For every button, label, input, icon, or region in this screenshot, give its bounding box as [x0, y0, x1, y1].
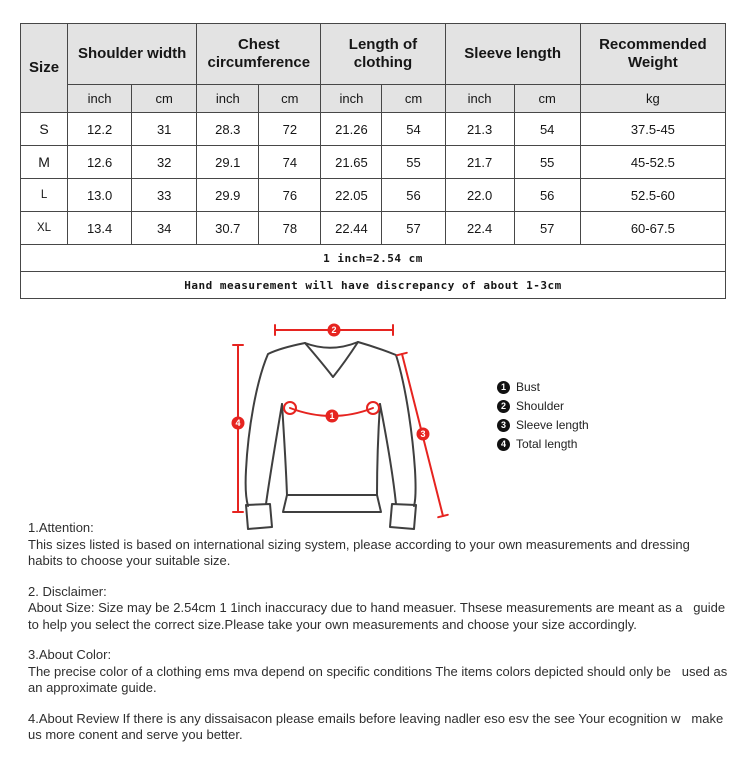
circled-number-icon: 3: [497, 419, 510, 432]
size-label: M: [21, 146, 68, 179]
footnote-inch-conversion: 1 inch=2.54 cm: [21, 245, 726, 272]
value-cell: 54: [514, 113, 580, 146]
footnote-hand-measurement: Hand measurement will have discrepancy of about 1-3cm: [21, 272, 726, 299]
svg-text:2: 2: [331, 325, 337, 335]
value-cell: 57: [382, 212, 445, 245]
marker-bust: [326, 410, 339, 423]
circled-number-icon: 1: [497, 381, 510, 394]
legend-label: Bust: [516, 380, 541, 394]
value-cell: 60-67.5: [580, 212, 725, 245]
value-cell: 13.4: [68, 212, 132, 245]
value-cell: 29.9: [197, 179, 259, 212]
legend-item-bust: [497, 380, 589, 394]
value-cell: 13.0: [68, 179, 132, 212]
table-footnote-row: [21, 245, 726, 272]
header-chest-circumference: Chest circumference: [197, 24, 321, 85]
svg-text:1: 1: [329, 411, 335, 421]
sweater-outline: [246, 342, 416, 529]
svg-text:4: 4: [235, 418, 241, 428]
value-cell: 57: [514, 212, 580, 245]
note-about-review: [28, 711, 728, 744]
value-cell: 29.1: [197, 146, 259, 179]
value-cell: 21.26: [321, 113, 382, 146]
unit-cell: cm: [132, 85, 197, 113]
value-cell: 74: [259, 146, 321, 179]
size-label: L: [21, 179, 68, 212]
note-heading: 3.About Color:: [28, 647, 112, 662]
size-label: S: [21, 113, 68, 146]
value-cell: 28.3: [197, 113, 259, 146]
marker-shoulder: [328, 324, 341, 337]
value-cell: 22.0: [445, 179, 514, 212]
value-cell: 56: [382, 179, 445, 212]
size-chart-table: [20, 23, 726, 299]
marker-total-length: [232, 417, 245, 430]
note-body: About Size: Size may be 2.54cm 1 1inch inaccuracy due to hand measuer. Thsese measurements are meant as a guide to help you select the correct size.Please take your own measurements and choose your size accordingly.: [28, 600, 729, 632]
note-about-color: [28, 647, 731, 697]
note-body: This sizes listed is based on international sizing system, please according to your own measurements and dressing habits to choose your suitable size.: [28, 536, 701, 568]
notes-section: [28, 520, 731, 758]
value-cell: 31: [132, 113, 197, 146]
value-cell: 76: [259, 179, 321, 212]
value-cell: 30.7: [197, 212, 259, 245]
unit-cell: inch: [321, 85, 382, 113]
value-cell: 21.7: [445, 146, 514, 179]
legend-label: Shoulder: [516, 399, 565, 413]
unit-cell: inch: [68, 85, 132, 113]
size-label: XL: [21, 212, 68, 245]
header-size: Size: [21, 24, 68, 113]
note-disclaimer: [28, 584, 728, 634]
svg-text:3: 3: [420, 429, 426, 439]
table-row-m: [21, 146, 726, 179]
value-cell: 55: [382, 146, 445, 179]
note-heading: 1.Attention:: [28, 520, 94, 535]
note-heading: 2. Disclaimer:: [28, 583, 107, 599]
header-sleeve-length: Sleeve length: [445, 24, 580, 85]
value-cell: 32: [132, 146, 197, 179]
circled-number-icon: 4: [497, 438, 510, 451]
unit-cell: cm: [382, 85, 445, 113]
value-cell: 45-52.5: [580, 146, 725, 179]
measurement-legend: [497, 380, 589, 456]
unit-cell: cm: [259, 85, 321, 113]
header-shoulder-width: Shoulder width: [68, 24, 197, 85]
table-footnote-row: [21, 272, 726, 299]
unit-cell: cm: [514, 85, 580, 113]
unit-cell: inch: [197, 85, 259, 113]
value-cell: 37.5-45: [580, 113, 725, 146]
note-body: The precise color of a clothing ems mva depend on specific conditions The items colors depicted should only be used as an approximate guide.: [28, 663, 731, 695]
value-cell: 12.6: [68, 146, 132, 179]
table-header-row-units: [21, 85, 726, 113]
unit-cell: kg: [580, 85, 725, 113]
value-cell: 21.65: [321, 146, 382, 179]
value-cell: 22.05: [321, 179, 382, 212]
value-cell: 78: [259, 212, 321, 245]
note-body: 4.About Review If there is any dissaisacon please emails before leaving nadler eso esv the see Your ecognition w make us more conent and serve you better.: [28, 710, 727, 742]
sweater-measurement-diagram: [220, 320, 490, 535]
marker-sleeve-length: [417, 428, 430, 441]
value-cell: 34: [132, 212, 197, 245]
value-cell: 54: [382, 113, 445, 146]
value-cell: 56: [514, 179, 580, 212]
legend-label: Sleeve length: [516, 418, 589, 432]
value-cell: 52.5-60: [580, 179, 725, 212]
value-cell: 22.44: [321, 212, 382, 245]
value-cell: 12.2: [68, 113, 132, 146]
circled-number-icon: 2: [497, 400, 510, 413]
value-cell: 33: [132, 179, 197, 212]
unit-cell: inch: [445, 85, 514, 113]
legend-item-total-length: [497, 437, 589, 451]
value-cell: 21.3: [445, 113, 514, 146]
header-recommended-weight: Recommended Weight: [580, 24, 725, 85]
legend-item-sleeve-length: [497, 418, 589, 432]
legend-item-shoulder: [497, 399, 589, 413]
header-length-of-clothing: Length of clothing: [321, 24, 445, 85]
legend-label: Total length: [516, 437, 578, 451]
value-cell: 72: [259, 113, 321, 146]
table-row-xl: [21, 212, 726, 245]
value-cell: 22.4: [445, 212, 514, 245]
value-cell: 55: [514, 146, 580, 179]
table-header-row-groups: [21, 24, 726, 85]
table-row-s: [21, 113, 726, 146]
note-attention: [28, 520, 728, 570]
table-row-l: [21, 179, 726, 212]
